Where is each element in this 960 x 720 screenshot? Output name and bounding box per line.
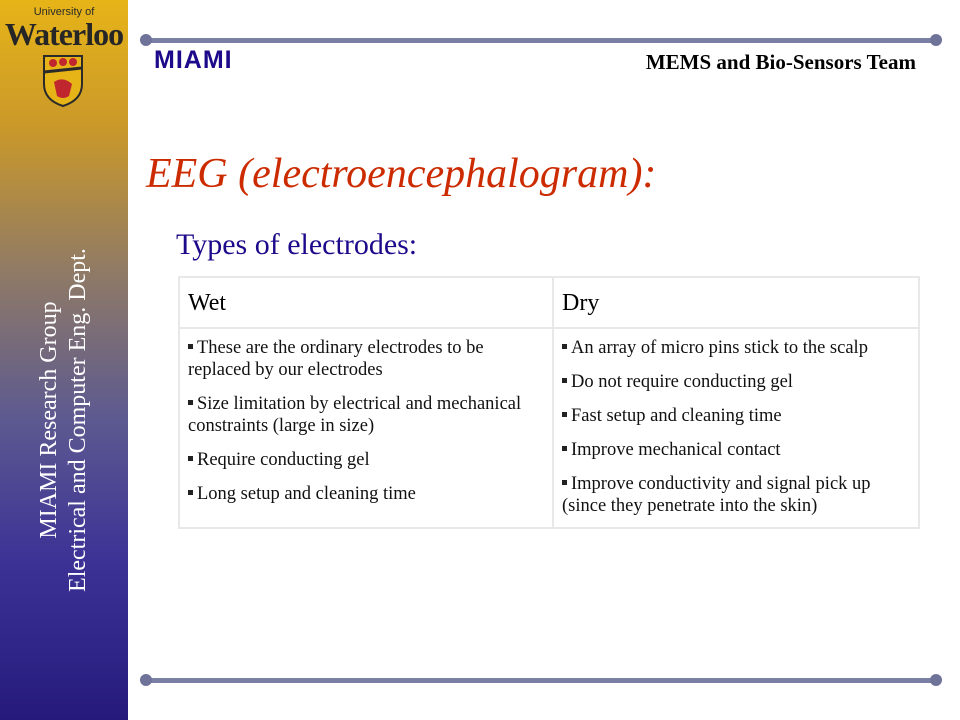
list-item: Do not require conducting gel bbox=[562, 371, 912, 393]
top-divider-line bbox=[146, 38, 936, 43]
list-item: Fast setup and cleaning time bbox=[562, 405, 912, 427]
header-wet: Wet bbox=[179, 277, 553, 328]
wet-cell bbox=[179, 328, 553, 528]
slide-subtitle: Types of electrodes: bbox=[176, 228, 418, 261]
list-item: These are the ordinary electrodes to be replaced by our electrodes bbox=[188, 338, 484, 380]
sidebar-band bbox=[0, 0, 128, 720]
sidebar-vertical-text bbox=[35, 140, 93, 700]
list-item: Improve mechanical contact bbox=[562, 439, 912, 461]
header-left-title: MIAMI bbox=[154, 46, 233, 74]
header-dry: Dry bbox=[553, 277, 919, 328]
bullet-icon bbox=[562, 344, 567, 349]
sidebar-line-dept: Electrical and Computer Eng. Dept. bbox=[65, 248, 91, 592]
list-item: Improve conductivity and signal pick up (since they penetrate into the skin) bbox=[562, 474, 871, 516]
header-right-title: MEMS and Bio-Sensors Team bbox=[645, 50, 916, 74]
list-item: Require conducting gel bbox=[188, 449, 546, 471]
bullet-icon bbox=[562, 412, 567, 417]
top-left-dot bbox=[140, 34, 152, 46]
slide-title: EEG (electroencephalogram): bbox=[146, 151, 657, 197]
university-logo bbox=[4, 6, 124, 118]
bullet-icon bbox=[188, 490, 193, 495]
bullet-icon bbox=[562, 378, 567, 383]
shield-icon bbox=[42, 54, 84, 108]
bullet-icon bbox=[188, 456, 193, 461]
dry-cell bbox=[553, 328, 919, 528]
list-item: Size limitation by electrical and mechanical constraints (large in size) bbox=[188, 394, 522, 436]
logo-top-text: University of bbox=[33, 6, 95, 18]
bottom-right-dot bbox=[930, 674, 942, 686]
bullet-icon bbox=[188, 344, 193, 349]
table-row bbox=[179, 328, 919, 528]
bottom-left-dot bbox=[140, 674, 152, 686]
electrode-table bbox=[178, 276, 920, 529]
bullet-icon bbox=[562, 446, 567, 451]
bullet-icon bbox=[188, 400, 193, 405]
sidebar-line-group: MIAMI Research Group bbox=[36, 301, 62, 539]
logo-main-text: Waterloo bbox=[4, 16, 124, 52]
bullet-icon bbox=[562, 480, 567, 485]
table-header-row bbox=[179, 277, 919, 328]
bottom-divider-line bbox=[146, 678, 936, 683]
top-right-dot bbox=[930, 34, 942, 46]
list-item: Long setup and cleaning time bbox=[188, 483, 546, 505]
list-item: An array of micro pins stick to the scalp bbox=[562, 337, 912, 359]
